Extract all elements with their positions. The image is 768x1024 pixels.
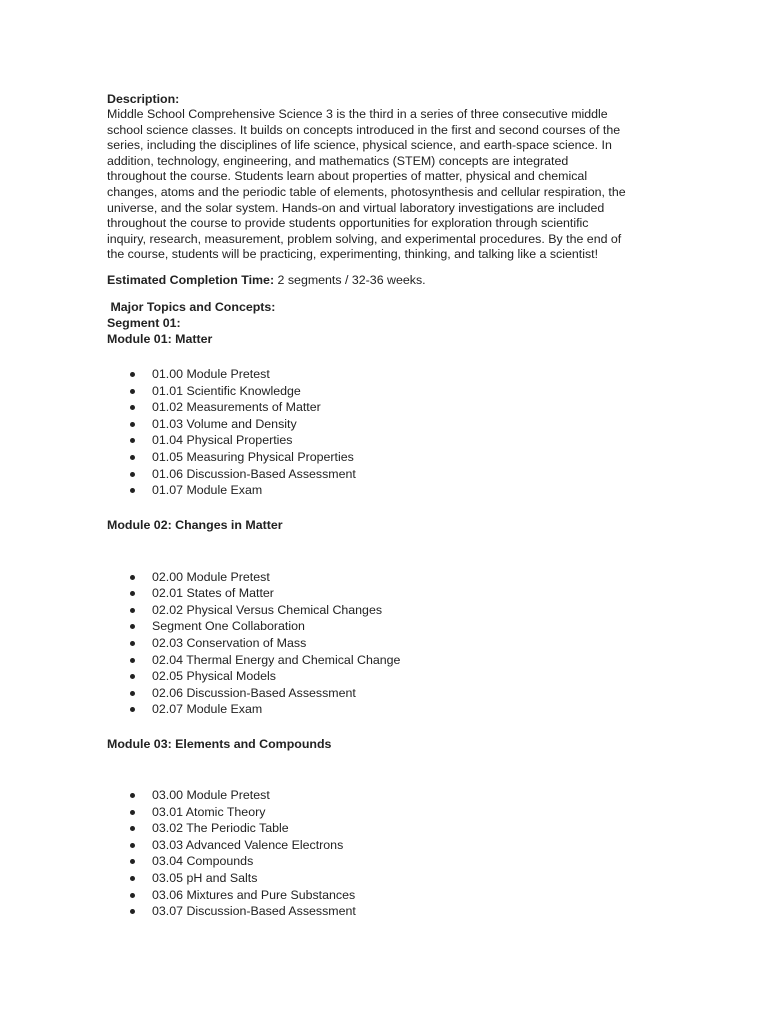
list-item: 02.07 Module Exam [107,701,667,718]
list-item: 03.07 Discussion-Based Assessment [107,903,667,920]
list-item: 01.04 Physical Properties [107,432,667,449]
list-item: 03.00 Module Pretest [107,787,667,804]
description-body [107,107,667,263]
list-item: 03.04 Compounds [107,853,667,870]
description-line: school science classes. It builds on concepts introduced in the first and second courses of the [107,122,621,137]
completion-value: 2 segments / 32-36 weeks. [274,272,426,287]
list-item: 02.01 States of Matter [107,585,667,602]
description-heading: Description: [107,92,180,106]
description-line: inquiry, research, measurement, problem solving, and experimental procedures. By the end of [107,231,622,246]
list-item: 02.06 Discussion-Based Assessment [107,685,667,702]
topics-header [107,299,667,347]
description-line: the course, students will be practicing, experimenting, thinking, and talking like a scientist! [107,247,599,262]
list-item: 03.06 Mixtures and Pure Substances [107,887,667,904]
list-item: 01.01 Scientific Knowledge [107,383,667,400]
module-heading: Module 02: Changes in Matter [107,517,283,532]
module-heading: Module 01: Matter [107,331,213,346]
list-item: 02.02 Physical Versus Chemical Changes [107,602,667,619]
module-heading: Module 03: Elements and Compounds [107,737,332,752]
list-item: 03.05 pH and Salts [107,870,667,887]
list-item: 01.06 Discussion-Based Assessment [107,466,667,483]
description-line: Middle School Comprehensive Science 3 is the third in a series of three consecutive middle [107,107,608,121]
completion-label: Estimated Completion Time: [107,272,275,287]
list-item: 02.04 Thermal Energy and Chemical Change [107,652,667,669]
segment-heading: Segment 01: [107,315,181,330]
description-line: throughout the course. Students learn about properties of matter, physical and chemical [107,169,588,184]
module-03-list [107,787,667,920]
description-line: addition, technology, engineering, and mathematics (STEM) concepts are integrated [107,153,569,168]
description-line: changes, atoms and the periodic table of elements, photosynthesis and cellular respiration, the [107,184,626,199]
list-item: 03.03 Advanced Valence Electrons [107,837,667,854]
topics-heading: Major Topics and Concepts: [107,299,276,314]
list-item: 03.02 The Periodic Table [107,820,667,837]
module-01-list [107,366,667,499]
list-item: 03.01 Atomic Theory [107,804,667,821]
description-line: throughout the course to provide students opportunities for exploration through scientific [107,216,589,231]
description-line: series, including the disciplines of life science, physical science, and earth-space science. In [107,138,612,153]
list-item: 01.00 Module Pretest [107,366,667,383]
list-item: 01.07 Module Exam [107,482,667,499]
module-02-list [107,569,667,718]
list-item: Segment One Collaboration [107,618,667,635]
list-item: 02.00 Module Pretest [107,569,667,586]
list-item: 01.02 Measurements of Matter [107,399,667,416]
list-item: 01.03 Volume and Density [107,416,667,433]
estimated-completion [107,272,667,288]
list-item: 02.05 Physical Models [107,668,667,685]
list-item: 01.05 Measuring Physical Properties [107,449,667,466]
list-item: 02.03 Conservation of Mass [107,635,667,652]
description-line: universe, and the solar system. Hands-on and virtual laboratory investigations are included [107,200,605,215]
document-page [107,92,667,920]
